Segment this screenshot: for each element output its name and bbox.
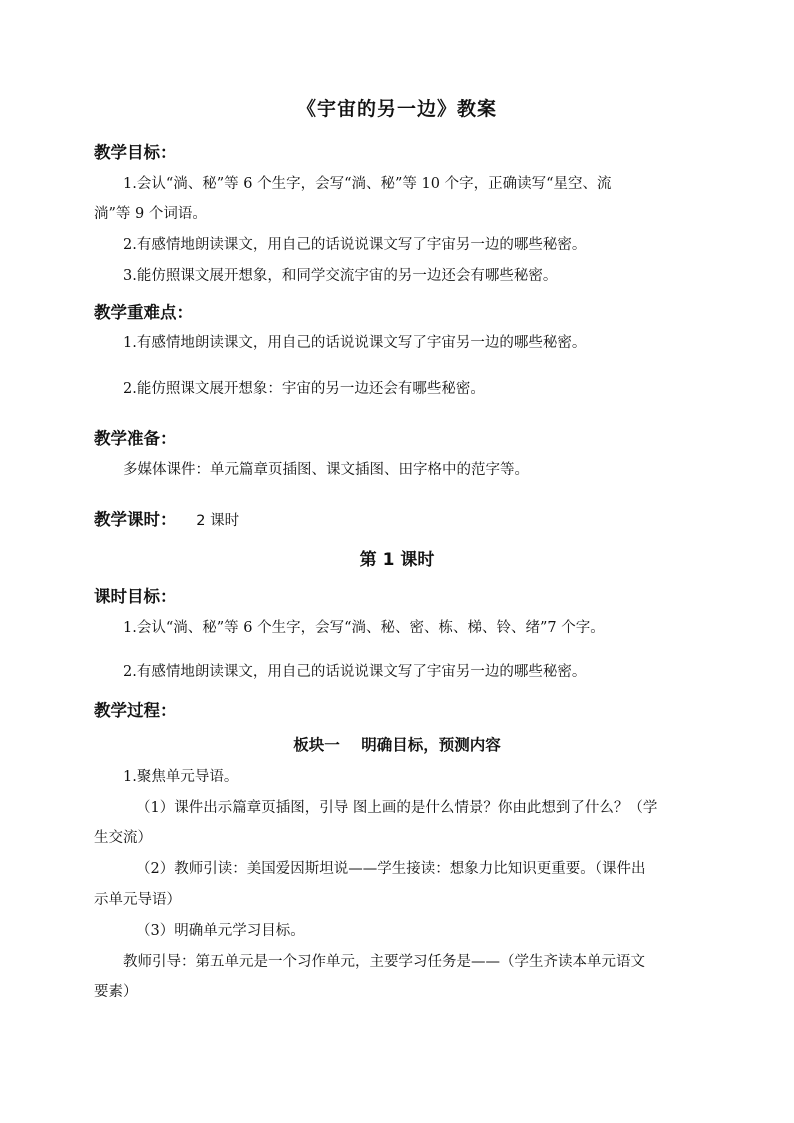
process-line-7: 教师引导：第五单元是一个习作单元，主要学习任务是——（学生齐读本单元语文 bbox=[123, 954, 645, 970]
lesson-goals-heading: 课时目标： bbox=[94, 587, 177, 606]
lesson-goal-item-2: 2.有感情地朗读课文，用自己的话说说课文写了宇宙另一边的哪些秘密。 bbox=[123, 664, 587, 680]
goal-item-3: 3.能仿照课文展开想象，和同学交流宇宙的另一边还会有哪些秘密。 bbox=[123, 268, 558, 284]
lesson-goal-item-1: 1.会认“淌、秘”等 6 个生字，会写“淌、秘、密、栋、梯、铃、绪”7 个字。 bbox=[123, 620, 605, 636]
process-line-3: 生交流） bbox=[94, 830, 152, 846]
process-line-4: （2）教师引读：美国爱因斯坦说——学生接读：想象力比知识更重要。（课件出 bbox=[136, 861, 646, 877]
hours-label: 教学课时： bbox=[94, 510, 177, 529]
hours-heading bbox=[94, 506, 794, 530]
goal-item-2: 2.有感情地朗读课文，用自己的话说说课文写了宇宙另一边的哪些秘密。 bbox=[123, 237, 587, 253]
process-line-5: 示单元导语） bbox=[94, 892, 181, 908]
goal-item-1: 1.会认“淌、秘”等 6 个生字，会写“淌、秘”等 10 个字，正确读写“星空、流 bbox=[123, 176, 612, 192]
process-line-8: 要素） bbox=[94, 984, 138, 1000]
process-line-2: （1）课件出示篇章页插图，引导 图上画的是什么情景？你由此想到了什么？（学 bbox=[136, 800, 658, 816]
goals-heading: 教学目标： bbox=[94, 143, 177, 162]
block1-heading: 板块一 明确目标，预测内容 bbox=[293, 736, 501, 754]
prep-text: 多媒体课件：单元篇章页插图、课文插图、田字格中的范字等。 bbox=[123, 462, 529, 478]
prep-heading: 教学准备： bbox=[94, 429, 177, 448]
process-line-1: 1.聚焦单元导语。 bbox=[123, 769, 239, 785]
keypoint-item-2: 2.能仿照课文展开想象：宇宙的另一边还会有哪些秘密。 bbox=[123, 381, 485, 397]
hours-value: 2 课时 bbox=[196, 513, 240, 529]
lesson1-heading: 第 1 课时 bbox=[359, 550, 435, 570]
document-title: 《宇宙的另一边》教案 bbox=[296, 98, 497, 120]
goal-item-1-continued: 淌”等 9 个词语。 bbox=[94, 206, 207, 222]
keypoints-heading: 教学重难点： bbox=[94, 303, 193, 322]
process-line-6: （3）明确单元学习目标。 bbox=[136, 923, 305, 939]
keypoint-item-1: 1.有感情地朗读课文，用自己的话说说课文写了宇宙另一边的哪些秘密。 bbox=[123, 335, 587, 351]
process-heading: 教学过程： bbox=[94, 701, 177, 720]
